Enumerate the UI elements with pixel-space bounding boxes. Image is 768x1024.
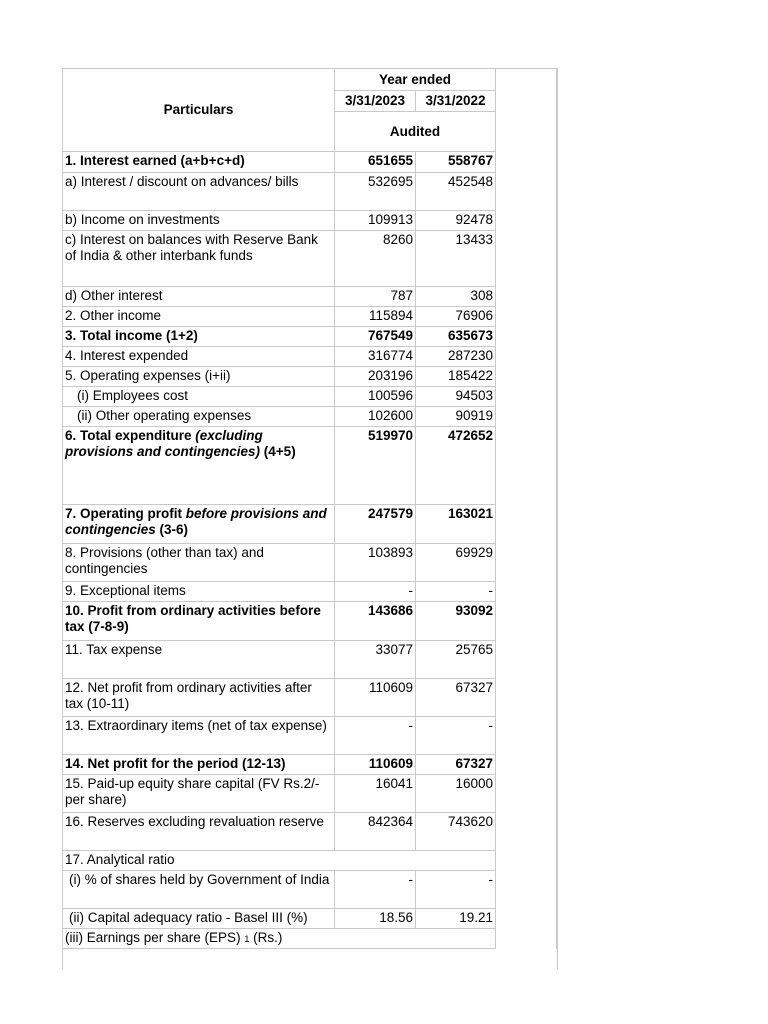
row-value-2022: 25765 [416,641,496,679]
table-row [63,775,557,813]
row-value-2023: 767549 [335,327,416,347]
table-row [63,287,557,307]
header-audited: Audited [335,112,496,152]
row-value-2022: 185422 [416,367,496,387]
row-label: (iii) Earnings per share (EPS) 1 (Rs.) [63,929,496,949]
row-value-2023: 787 [335,287,416,307]
row-label: 10. Profit from ordinary activities before tax (7-8-9) [63,602,335,641]
table-row [63,641,557,679]
table-row [63,679,557,717]
row-value-2023: 100596 [335,387,416,407]
row-value-2022: 743620 [416,813,496,851]
row-value-2022: 635673 [416,327,496,347]
header-year-ended: Year ended [335,69,496,91]
table-row [63,813,557,851]
row-value-2022: 76906 [416,307,496,327]
row-value-2023: 143686 [335,602,416,641]
row-value-2023: 110609 [335,755,416,775]
table-row [63,851,557,871]
row-label: (ii) Capital adequacy ratio - Basel III (%) [63,909,335,929]
row-value-2023: 203196 [335,367,416,387]
table-row [63,173,557,211]
row-label: d) Other interest [63,287,335,307]
row-label: 17. Analytical ratio [63,851,496,871]
row-value-2023: 8260 [335,231,416,287]
row-value-2023: 115894 [335,307,416,327]
row-label: 11. Tax expense [63,641,335,679]
table-row [63,871,557,909]
table-row [63,387,557,407]
row-label: 13. Extraordinary items (net of tax expense) [63,717,335,755]
row-value-2023: - [335,871,416,909]
row-label: 5. Operating expenses (i+ii) [63,367,335,387]
table-row [63,929,557,949]
row-value-2023: 842364 [335,813,416,851]
header-col-2023: 3/31/2023 [335,91,416,112]
row-value-2022: 558767 [416,152,496,173]
table-row [63,755,557,775]
row-value-2022: - [416,871,496,909]
row-value-2023: 651655 [335,152,416,173]
row-label: 7. Operating profit before provisions and contingencies (3-6) [63,505,335,544]
row-label: (i) % of shares held by Government of India [63,871,335,909]
row-value-2022: 308 [416,287,496,307]
row-value-2023: 532695 [335,173,416,211]
row-value-2022: 19.21 [416,909,496,929]
row-value-2023: 316774 [335,347,416,367]
financial-results-table [62,68,557,949]
row-label: c) Interest on balances with Reserve Bank of India & other interbank funds [63,231,335,287]
row-value-2022: 67327 [416,755,496,775]
table-row [63,602,557,641]
row-value-2022: - [416,717,496,755]
table-row [63,327,557,347]
row-value-2022: 16000 [416,775,496,813]
row-label: 12. Net profit from ordinary activities after tax (10-11) [63,679,335,717]
row-label: 8. Provisions (other than tax) and contingencies [63,544,335,582]
row-label: 1. Interest earned (a+b+c+d) [63,152,335,173]
row-value-2022: 13433 [416,231,496,287]
row-value-2022: 93092 [416,602,496,641]
row-value-2023: 109913 [335,211,416,231]
table-row [63,307,557,327]
row-label: a) Interest / discount on advances/ bills [63,173,335,211]
row-label: 15. Paid-up equity share capital (FV Rs.2/- per share) [63,775,335,813]
row-label: 4. Interest expended [63,347,335,367]
row-value-2022: 472652 [416,427,496,505]
table-row [63,544,557,582]
row-value-2022: - [416,582,496,602]
row-value-2023: 18.56 [335,909,416,929]
header-particulars: Particulars [63,69,335,152]
row-label: 6. Total expenditure (excluding provisions and contingencies) (4+5) [63,427,335,505]
table-row [63,427,557,505]
row-label: 2. Other income [63,307,335,327]
table-row [63,152,557,173]
table-row [63,582,557,602]
header-col-2022: 3/31/2022 [416,91,496,112]
row-value-2022: 94503 [416,387,496,407]
row-value-2022: 92478 [416,211,496,231]
row-value-2023: - [335,582,416,602]
row-value-2022: 67327 [416,679,496,717]
row-value-2023: 519970 [335,427,416,505]
row-value-2022: 90919 [416,407,496,427]
row-value-2022: 163021 [416,505,496,544]
table-row [63,347,557,367]
row-value-2023: 110609 [335,679,416,717]
table-row [63,211,557,231]
row-value-2023: - [335,717,416,755]
table-row [63,717,557,755]
row-label: 14. Net profit for the period (12-13) [63,755,335,775]
row-label: (ii) Other operating expenses [63,407,335,427]
row-label: b) Income on investments [63,211,335,231]
table-row [63,505,557,544]
row-value-2023: 102600 [335,407,416,427]
row-value-2022: 69929 [416,544,496,582]
row-label: (i) Employees cost [63,387,335,407]
row-value-2022: 287230 [416,347,496,367]
row-label: 3. Total income (1+2) [63,327,335,347]
row-label: 9. Exceptional items [63,582,335,602]
row-value-2023: 247579 [335,505,416,544]
table-row [63,367,557,387]
row-value-2023: 16041 [335,775,416,813]
row-label: 16. Reserves excluding revaluation reserve [63,813,335,851]
row-value-2023: 103893 [335,544,416,582]
row-value-2023: 33077 [335,641,416,679]
row-value-2022: 452548 [416,173,496,211]
table-row [63,407,557,427]
table-row [63,909,557,929]
table-row [63,231,557,287]
